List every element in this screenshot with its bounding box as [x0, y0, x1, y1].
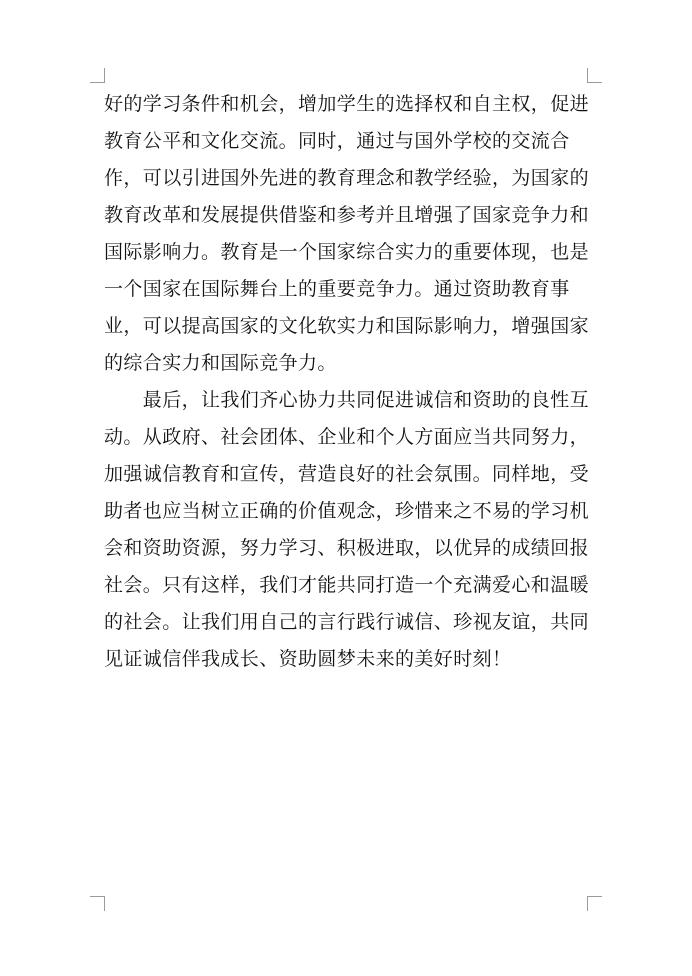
- top-right-margin-mark: [587, 68, 602, 83]
- text-line: 最后，让我们齐心协力共同促进诚信和资助的良性互: [104, 389, 590, 411]
- text-line: 社会。只有这样，我们才能共同打造一个充满爱心和温暖: [104, 574, 590, 596]
- text-line: 加强诚信教育和宣传，营造良好的社会氛围。同样地，受: [104, 463, 590, 485]
- text-line: 业，可以提高国家的文化软实力和国际影响力，增强国家: [104, 315, 590, 337]
- paragraph-2: [104, 382, 594, 678]
- text-line: 会和资助资源，努力学习、积极进取，以优异的成绩回报: [104, 537, 590, 559]
- text-line: 助者也应当树立正确的价值观念，珍惜来之不易的学习机: [104, 500, 590, 522]
- bottom-left-margin-mark: [90, 896, 105, 911]
- text-line: 教育改革和发展提供借鉴和参考并且增强了国家竞争力和: [104, 204, 590, 226]
- text-line: 国际影响力。教育是一个国家综合实力的重要体现，也是: [104, 241, 590, 263]
- text-line: 动。从政府、社会团体、企业和个人方面应当共同努力，: [104, 426, 590, 448]
- text-line: 作，可以引进国外先进的教育理念和教学经验，为国家的: [104, 167, 590, 189]
- text-line: 的综合实力和国际竞争力。: [104, 352, 337, 374]
- text-line: 一个国家在国际舞台上的重要竞争力。通过资助教育事: [104, 278, 570, 300]
- paragraph-1: [104, 86, 594, 382]
- text-line: 见证诚信伴我成长、资助圆梦未来的美好时刻！: [104, 648, 512, 670]
- bottom-right-margin-mark: [587, 896, 602, 911]
- text-line: 好的学习条件和机会，增加学生的选择权和自主权，促进: [104, 93, 590, 115]
- text-line: 教育公平和文化交流。同时，通过与国外学校的交流合: [104, 130, 570, 152]
- top-left-margin-mark: [90, 68, 105, 83]
- text-line: 的社会。让我们用自己的言行践行诚信、珍视友谊，共同: [104, 611, 590, 633]
- document-body: [104, 86, 594, 678]
